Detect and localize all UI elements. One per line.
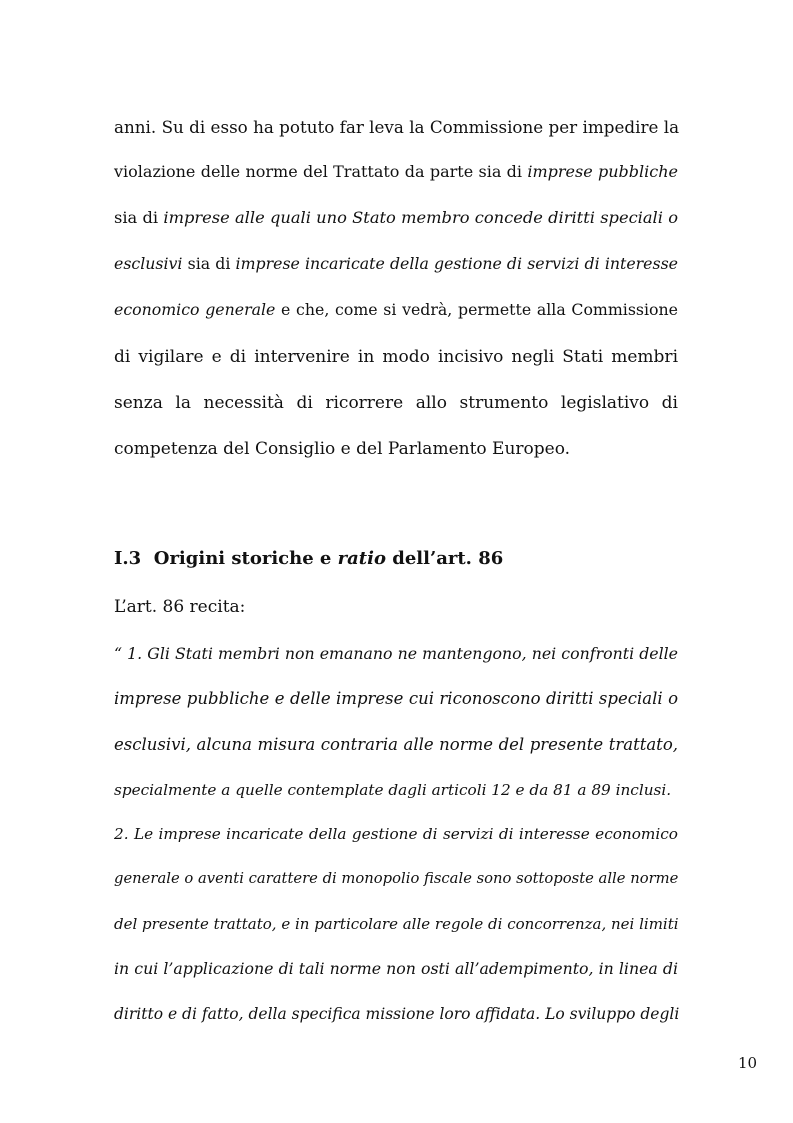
paragraph-line <box>114 116 678 138</box>
paragraph-line <box>114 438 678 460</box>
quote-line <box>114 643 678 665</box>
quote-run: specialmente a quelle contemplate dagli articoli 12 e da 81 a 89 inclusi. <box>114 781 672 799</box>
quote-line <box>114 868 678 890</box>
quote-run: “ 1. Gli Stati membri non emanano ne mantengono, nei confronti delle <box>114 644 678 663</box>
text-run: L’art. 86 recita: <box>114 597 246 617</box>
quote-run: del presente trattato, e in particolare alle regole di concorrenza, nei limiti <box>114 915 679 933</box>
quote-run: imprese pubbliche e delle imprese cui riconoscono diritti speciali o <box>114 689 678 708</box>
intro-line <box>114 596 678 618</box>
text-run: e che, come si vedrà, permette alla Commissione <box>275 300 678 319</box>
quote-run: in cui l’applicazione di tali norme non osti all’adempimento, in linea di <box>114 959 678 978</box>
text-run: violazione delle norme del Trattato da parte sia di <box>114 162 528 181</box>
paragraph-line <box>114 161 678 183</box>
quote-line <box>114 779 678 801</box>
paragraph-line <box>114 207 678 229</box>
italic-run: imprese alle quali uno Stato membro concede diritti speciali o <box>163 208 679 227</box>
section-title: dell’art. 86 <box>385 548 504 569</box>
quote-run: 2. Le imprese incaricate della gestione di servizi di interesse economico <box>114 825 678 843</box>
page-number: 10 <box>738 1054 758 1072</box>
text-run: competenza del Consiglio e del Parlamento Europeo. <box>114 439 571 459</box>
quote-line <box>114 1003 678 1025</box>
paragraph-line <box>114 346 678 368</box>
text-run: sia di <box>114 208 164 227</box>
quote-run: esclusivi, alcuna misura contraria alle norme del presente trattato, <box>114 735 678 754</box>
text-run: senza la necessità di ricorrere allo strumento legislativo di <box>114 393 678 413</box>
section-heading <box>114 548 678 570</box>
paragraph-line <box>114 253 678 275</box>
quote-run: generale o aventi carattere di monopolio fiscale sono sottoposte alle norme <box>114 870 679 887</box>
quote-run: diritto e di fatto, della specifica missione loro affidata. Lo sviluppo degli <box>114 1005 680 1023</box>
section-number: I.3 <box>114 548 142 569</box>
quote-line <box>114 734 678 756</box>
quote-line <box>114 688 678 710</box>
paragraph-line <box>114 299 678 321</box>
quote-line <box>114 958 678 980</box>
quote-line <box>114 913 678 935</box>
section-title: Origini storiche e <box>153 548 338 569</box>
text-run: anni. Su di esso ha potuto far leva la Commissione per impedire la <box>114 117 680 137</box>
paragraph-line <box>114 392 678 414</box>
text-run: di vigilare e di intervenire in modo incisivo negli Stati membri <box>114 347 678 367</box>
quote-line <box>114 823 678 845</box>
italic-run: esclusivi <box>114 254 183 273</box>
italic-run: imprese pubbliche <box>527 162 679 181</box>
italic-run: imprese incaricate della gestione di servizi di interesse <box>235 254 678 273</box>
text-run: sia di <box>182 254 236 273</box>
section-title-italic: ratio <box>337 548 386 569</box>
italic-run: economico generale <box>114 300 276 319</box>
